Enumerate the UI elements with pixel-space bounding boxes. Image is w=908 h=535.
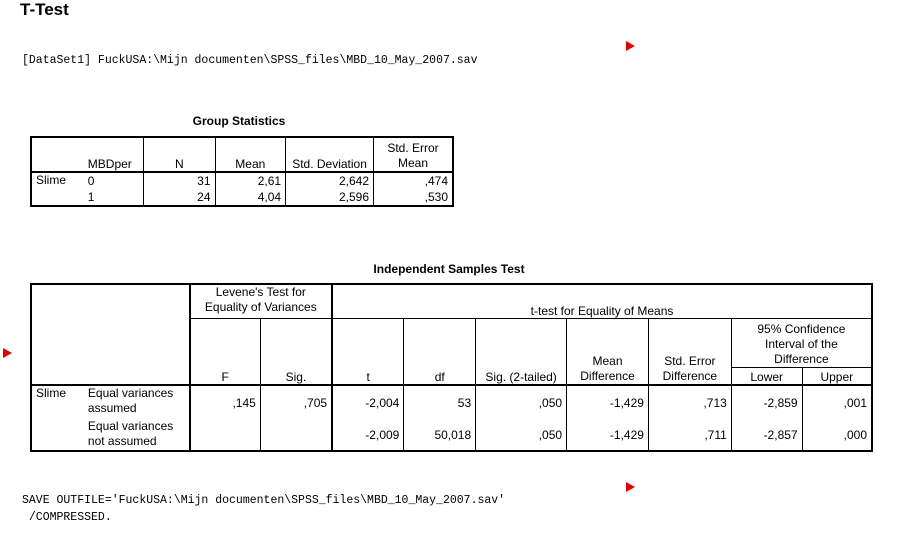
- cell-mean: 2,61: [215, 172, 286, 189]
- table-row: [31, 419, 872, 451]
- header-df: df: [404, 318, 476, 385]
- group-statistics-table[interactable]: [30, 136, 454, 207]
- row-variable: Slime: [31, 172, 84, 189]
- cell-std-deviation: 2,642: [286, 172, 374, 189]
- header-lower: Lower: [731, 367, 802, 385]
- independent-samples-table[interactable]: [30, 283, 873, 452]
- table-row: [31, 172, 453, 189]
- cell-mean-difference: -1,429: [567, 419, 649, 451]
- header-levene-test: Levene's Test for Equality of Variances: [190, 284, 332, 318]
- output-title: T-Test: [20, 0, 69, 19]
- group-statistics-caption: Group Statistics: [192, 114, 286, 128]
- table-header-row: [31, 284, 872, 318]
- cell-df: 53: [404, 385, 476, 419]
- cell-group: 1: [87, 190, 95, 204]
- header-t-test: t-test for Equality of Means: [332, 284, 872, 318]
- header-confidence-interval: 95% Confidence Interval of the Difference: [731, 318, 872, 367]
- cell-std-error-difference: ,711: [648, 419, 731, 451]
- row-label-equal-variances-assumed: Equal variances assumed: [84, 385, 190, 419]
- header-t: t: [332, 318, 404, 385]
- cell-n: 31: [144, 172, 215, 189]
- cell-sig-2-tailed: ,050: [476, 419, 567, 451]
- cell-mean: 4,04: [215, 189, 286, 206]
- independent-samples-caption: Independent Samples Test: [373, 262, 525, 276]
- cell-upper: ,000: [802, 419, 872, 451]
- table-header-row: [31, 137, 453, 172]
- header-mbdper: MBDper: [87, 157, 132, 171]
- cell-std-deviation: 2,596: [286, 189, 374, 206]
- header-n: N: [144, 137, 215, 172]
- output-marker-icon[interactable]: [626, 482, 635, 492]
- cell-sig: ,705: [260, 385, 332, 419]
- header-std-error-mean: Std. Error Mean: [374, 137, 453, 172]
- cell-std-error-difference: ,713: [648, 385, 731, 419]
- row-variable: Slime: [31, 385, 84, 419]
- cell-sig-2-tailed: ,050: [476, 385, 567, 419]
- header-std-deviation: Std. Deviation: [286, 137, 374, 172]
- cell-f: ,145: [190, 385, 261, 419]
- cell-t: -2,009: [332, 419, 404, 451]
- cell-std-error: ,474: [374, 172, 453, 189]
- cell-n: 24: [144, 189, 215, 206]
- cell-std-error: ,530: [374, 189, 453, 206]
- row-label-equal-variances-not-assumed: Equal variances not assumed: [87, 419, 174, 448]
- cell-group: 0: [84, 172, 144, 189]
- table-row: [31, 189, 453, 206]
- syntax-compressed-line: /COMPRESSED.: [22, 511, 112, 524]
- dataset-line: [DataSet1] FuckUSA:\Mijn documenten\SPSS_files\MBD_10_May_2007.sav: [22, 54, 478, 67]
- cell-sig: [260, 419, 332, 451]
- syntax-save-line: SAVE OUTFILE='FuckUSA:\Mijn documenten\SPSS_files\MBD_10_May_2007.sav': [22, 494, 506, 507]
- selection-arrow-icon: [3, 348, 12, 358]
- cell-lower: -2,859: [731, 385, 802, 419]
- cell-t: -2,004: [332, 385, 404, 419]
- cell-upper: ,001: [802, 385, 872, 419]
- header-upper: Upper: [802, 367, 872, 385]
- header-mean-difference: Mean Difference: [567, 318, 649, 385]
- header-sig: Sig.: [260, 318, 332, 385]
- output-marker-icon[interactable]: [626, 41, 635, 51]
- header-mean: Mean: [215, 137, 286, 172]
- table-row: [31, 385, 872, 419]
- cell-lower: -2,857: [731, 419, 802, 451]
- cell-df: 50,018: [404, 419, 476, 451]
- header-sig-2-tailed: Sig. (2-tailed): [476, 318, 567, 385]
- cell-mean-difference: -1,429: [567, 385, 649, 419]
- cell-f: [190, 419, 261, 451]
- header-std-error-difference: Std. Error Difference: [648, 318, 731, 385]
- header-f: F: [190, 318, 261, 385]
